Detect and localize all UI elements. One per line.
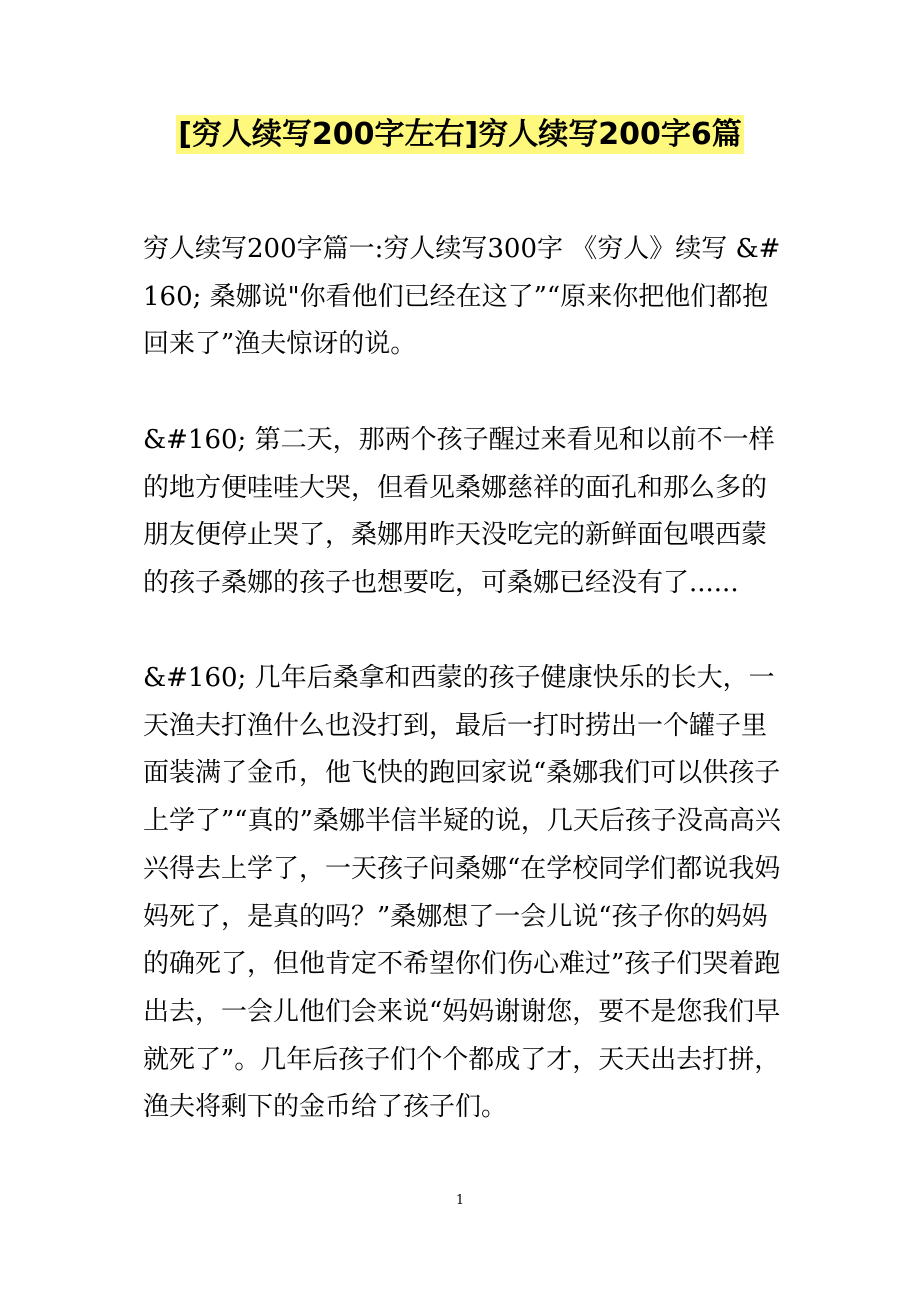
document-title-text: [穷人续写200字左右]穷人续写200字6篇 <box>178 117 742 152</box>
document-title <box>0 112 920 158</box>
paragraph-3: &#160; 几年后桑拿和西蒙的孩子健康快乐的长大，一天渔夫打渔什么也没打到，最后一打时捞出一个罐子里面装满了金币，他飞快的跑回家说“桑娜我们可以供孩子上学了”“真的”桑娜半信半疑的说，几天后孩子没高高兴兴得去上学了，一天孩子问桑娜“在学校同学们都说我妈妈死了，是真的吗？”桑娜想了一会儿说“孩子你的妈妈的确死了，但他肯定不希望你们伤心难过”孩子们哭着跑出去，一会儿他们会来说“妈妈谢谢您，要不是您我们早就死了”。几年后孩子们个个都成了才，天天出去打拼，渔夫将剩下的金币给了孩子们。 <box>143 663 781 1123</box>
paragraph-1: 穷人续写200字篇一:穷人续写300字 《穷人》续写 &#160; 桑娜说"你看他们已经在这了”“原来你把他们都抱回来了”渔夫惊讶的说。 <box>143 234 781 360</box>
paragraph-2: &#160; 第二天，那两个孩子醒过来看见和以前不一样的地方便哇哇大哭，但看见桑娜慈祥的面孔和那么多的朋友便停止哭了，桑娜用昨天没吃完的新鲜面包喂西蒙的孩子桑娜的孩子也想要吃，可桑娜已经没有了...... <box>143 425 775 599</box>
page-number: 1 <box>455 1193 465 1208</box>
